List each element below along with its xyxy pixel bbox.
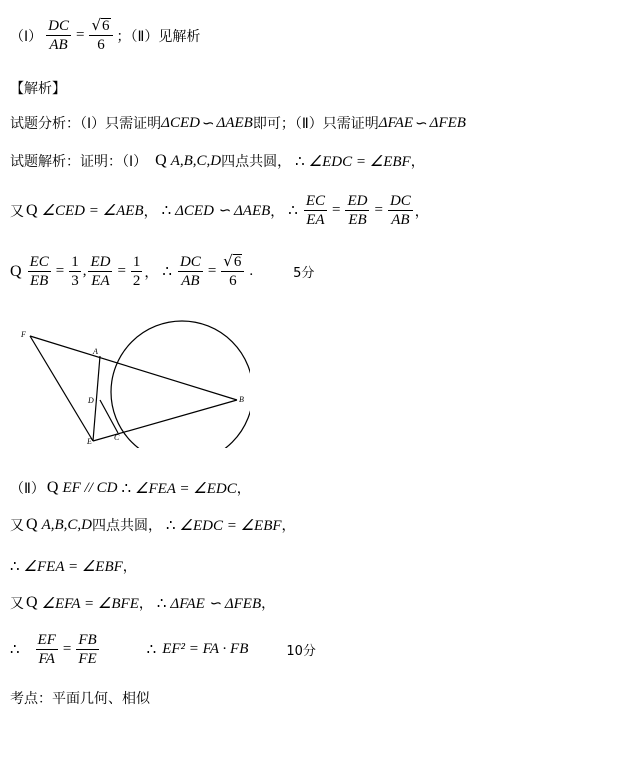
- fraction-one-third: [69, 254, 81, 289]
- therefore-symbol: ∴: [161, 203, 172, 219]
- fraction-denominator: AB: [391, 212, 410, 228]
- power-equation: EF² = FA · FB: [162, 641, 249, 657]
- part2-prefix: （Ⅱ）: [10, 481, 45, 497]
- fraction-ed-eb: [345, 193, 369, 228]
- fraction-numerator: EC: [29, 254, 49, 270]
- fraction-dc-ab: [178, 254, 203, 289]
- part2-line-1: [10, 478, 251, 498]
- label-f: F: [21, 330, 26, 339]
- therefore-symbol: ∴: [165, 517, 176, 534]
- comma: ，: [138, 596, 153, 612]
- score-5: 5分: [293, 266, 315, 281]
- section-heading: 【解析】: [10, 81, 66, 97]
- triangle-ced: ΔCED: [161, 114, 200, 131]
- similarity-statement: ΔCED ∽ ΔAEB: [175, 203, 271, 219]
- period: .: [249, 263, 254, 279]
- angle-equation: ∠EFA = ∠BFE: [41, 595, 139, 612]
- fraction-denominator: AB: [181, 273, 200, 289]
- part2-line-3: [10, 556, 137, 576]
- equals-sign: =: [374, 202, 383, 218]
- fraction-one-half: [131, 254, 143, 289]
- fraction-numerator: ED: [347, 193, 368, 209]
- angle-equation: ∠FEA = ∠EDC: [135, 480, 237, 497]
- equals-sign: =: [62, 641, 72, 657]
- fraction-numerator: DC: [179, 254, 201, 270]
- therefore-symbol: ∴: [288, 203, 298, 219]
- score-10: 10分: [286, 644, 316, 659]
- kaodian-line: 考点：平面几何、相似: [10, 691, 150, 707]
- fraction-numerator: FB: [78, 632, 97, 648]
- fraction-denominator: 6: [229, 273, 237, 289]
- angle-equation: ∠CED = ∠AEB: [41, 203, 144, 219]
- triangle-fae: ΔFAE: [378, 114, 414, 131]
- therefore-symbol: ∴: [162, 264, 172, 280]
- label-c: C: [114, 433, 120, 442]
- comma: ，: [236, 481, 251, 497]
- proof-line-3: [10, 254, 314, 289]
- part2-line-2: [10, 515, 296, 535]
- equals-sign: =: [117, 263, 126, 279]
- proof-line-1: [10, 151, 425, 171]
- fraction-numerator: 1: [132, 254, 141, 270]
- comma: ,: [82, 263, 87, 279]
- fraction-sqrt6-6: √ 6 6: [89, 18, 112, 53]
- comma: ，: [410, 154, 425, 170]
- because-symbol: Q: [26, 594, 38, 611]
- also-label: 又: [10, 518, 24, 534]
- fraction-numerator: DC: [48, 18, 69, 34]
- because-symbol: Q: [26, 201, 38, 219]
- because-symbol: Q: [26, 516, 38, 533]
- fraction-numerator: ED: [90, 254, 111, 270]
- points-abcd: A,B,C,D: [170, 152, 222, 169]
- comma: ，: [261, 596, 276, 612]
- fraction-ec-ea: [304, 193, 327, 228]
- sqrt-argument: 6: [233, 254, 242, 270]
- fraction-dc-ab: [46, 18, 71, 53]
- fraction-numerator: EC: [305, 193, 326, 209]
- fraction-denominator: 6: [97, 37, 105, 53]
- triangle-feb: ΔFEB: [429, 114, 466, 131]
- proof-prefix: 试题解析：证明：（Ⅰ）: [10, 154, 148, 170]
- comma: ，: [281, 518, 296, 534]
- therefore-symbol: ∴: [156, 595, 167, 612]
- label-e: E: [87, 437, 92, 446]
- label-b: B: [239, 395, 244, 404]
- geometry-figure: [14, 316, 250, 448]
- points-abcd: A,B,C,D: [41, 516, 92, 533]
- angle-equation: ∠EDC = ∠EBF: [179, 517, 282, 534]
- comma: ，: [270, 203, 285, 220]
- fraction-sqrt6-6: √ 6 6: [221, 254, 244, 289]
- angle-equation: ∠EDC = ∠EBF: [308, 153, 411, 170]
- label-a: A: [93, 347, 98, 356]
- proof-line-2: [10, 193, 429, 228]
- fraction-denominator: AB: [49, 37, 68, 53]
- segment-fb: [30, 336, 237, 400]
- similar-symbol: ∽: [201, 115, 215, 132]
- fraction-denominator: EA: [306, 212, 325, 228]
- equals-sign: =: [75, 27, 85, 43]
- fraction-dc-ab: [388, 193, 413, 228]
- therefore-symbol: ∴: [146, 642, 157, 658]
- fraction-denominator: FE: [78, 651, 97, 667]
- triangle-aeb: ΔAEB: [216, 114, 253, 131]
- answer-line: [10, 18, 200, 53]
- answer-part1-label: （Ⅰ）: [10, 28, 43, 45]
- fraction-denominator: 2: [132, 273, 141, 289]
- equals-sign: =: [207, 263, 217, 279]
- analysis-prefix: 试题分析：（Ⅰ）只需证明: [10, 116, 162, 132]
- because-symbol: Q: [46, 479, 59, 496]
- fraction-numerator: DC: [389, 193, 411, 209]
- also-label: 又: [10, 203, 24, 220]
- fraction-ed-ea: [88, 254, 112, 289]
- angle-equation: ∠FEA = ∠EBF: [23, 558, 123, 575]
- also-label: 又: [10, 596, 24, 612]
- analysis-middle: 即可；（Ⅱ）只需证明: [252, 116, 379, 132]
- part2-line-5: [10, 632, 316, 667]
- comma: ，: [414, 203, 429, 220]
- fraction-ef-fa: [36, 632, 58, 667]
- fraction-denominator: 3: [71, 273, 79, 289]
- comma: ，: [143, 203, 158, 220]
- cyclic-text: 四点共圆，: [221, 154, 292, 170]
- part2-line-4: [10, 593, 275, 613]
- segment-fe: [30, 336, 93, 441]
- fraction-denominator: EA: [91, 273, 110, 289]
- therefore-symbol: ∴: [10, 558, 20, 575]
- therefore-symbol: ∴: [121, 480, 131, 497]
- fraction-numerator: EF: [37, 632, 56, 648]
- fraction-denominator: FA: [38, 651, 55, 667]
- sqrt-argument: 6: [102, 18, 110, 34]
- cyclic-text: 四点共圆，: [91, 518, 162, 534]
- segment-ea: [93, 356, 100, 441]
- answer-part2-label: ；（Ⅱ）见解析: [116, 28, 201, 45]
- comma: ，: [122, 559, 137, 575]
- analysis-line: [10, 113, 466, 133]
- similarity-statement: ΔFAE ∽ ΔFEB: [170, 595, 262, 612]
- fraction-denominator: EB: [29, 273, 49, 289]
- therefore-symbol: ∴: [295, 153, 305, 170]
- parallel-statement: EF // CD: [62, 479, 118, 496]
- fraction-ec-eb: [28, 254, 51, 289]
- fraction-denominator: EB: [348, 212, 367, 228]
- circumcircle: [111, 321, 250, 448]
- comma: ，: [144, 264, 159, 281]
- equals-sign: =: [55, 263, 65, 279]
- similar-symbol: ∽: [415, 115, 428, 132]
- equals-sign: =: [332, 202, 341, 218]
- therefore-symbol: ∴: [10, 642, 20, 658]
- because-symbol: Q: [155, 152, 167, 169]
- fraction-numerator: 1: [71, 254, 79, 270]
- fraction-fb-fe: [76, 632, 98, 667]
- because-symbol: Q: [10, 262, 22, 280]
- label-d: D: [88, 396, 94, 405]
